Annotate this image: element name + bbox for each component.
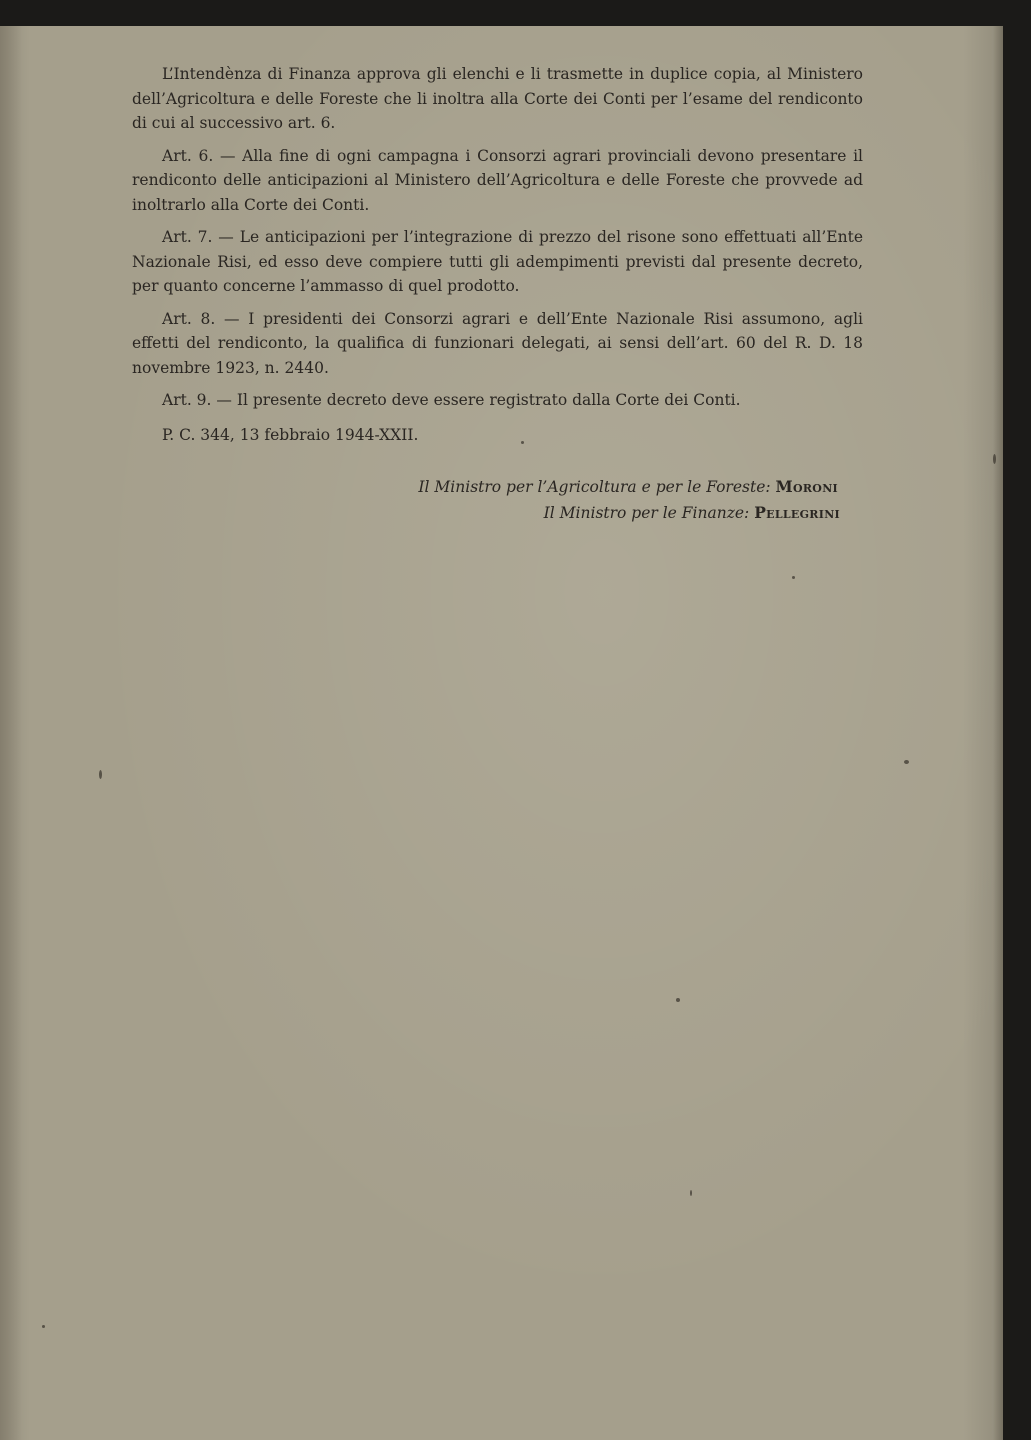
paper-speck (42, 1325, 45, 1328)
paper-speck (99, 770, 102, 779)
paragraph-art-7: Art. 7. — Le anticipazioni per l’integrazione di prezzo del risone sono effettuati all’Ente Nazionale Risi, ed esso deve compiere tutti gli adempimenti previsti dal presente decreto, per quanto concerne l’ammasso di quel prodotto. (132, 228, 863, 295)
signature-role: Il Ministro per le Finanze: (543, 504, 750, 522)
signature-name: Pellegrini (754, 503, 840, 522)
decree-body (132, 62, 863, 447)
paper-speck (521, 441, 524, 444)
right-page-edge (993, 26, 1003, 1440)
paper-speck (993, 454, 996, 464)
paper-speck (690, 1190, 692, 1196)
signature-finance-minister (132, 500, 840, 526)
signature-block (132, 474, 838, 526)
paragraph-art-9: Art. 9. — Il presente decreto deve essere registrato dalla Corte dei Conti. (162, 391, 741, 409)
signature-name: Moroni (775, 477, 838, 496)
signature-agriculture-minister (132, 474, 838, 500)
dateline: P. C. 344, 13 febbraio 1944-XXII. (162, 425, 419, 444)
paper-speck (904, 760, 909, 764)
paragraph-art-8: Art. 8. — I presidenti dei Consorzi agrari e dell’Ente Nazionale Risi assumono, agli effetti del rendiconto, la qualifica di funzionari delegati, ai sensi dell’art. 60 del R. D. 18 novembre 1923, n. 2440. (132, 309, 863, 377)
paper-speck (792, 576, 795, 579)
paper-speck (676, 998, 680, 1002)
signature-role: Il Ministro per l’Agricoltura e per le Foreste: (418, 478, 771, 496)
paragraph-intendenza: L’Intendènza di Finanza approva gli elenchi e li trasmette in duplice copia, al Ministero dell’Agricoltura e delle Foreste che li inoltra alla Corte dei Conti per l’esame del rendiconto di cui al successivo art. 6. (132, 65, 863, 132)
left-page-shadow (0, 26, 22, 1440)
paragraph-art-6: Art. 6. — Alla fine di ogni campagna i Consorzi agrari provinciali devono presentare il rendiconto delle anticipazioni al Ministero dell’Agricoltura e delle Foreste che provvede ad inoltrarlo alla Corte dei Conti. (132, 146, 863, 214)
